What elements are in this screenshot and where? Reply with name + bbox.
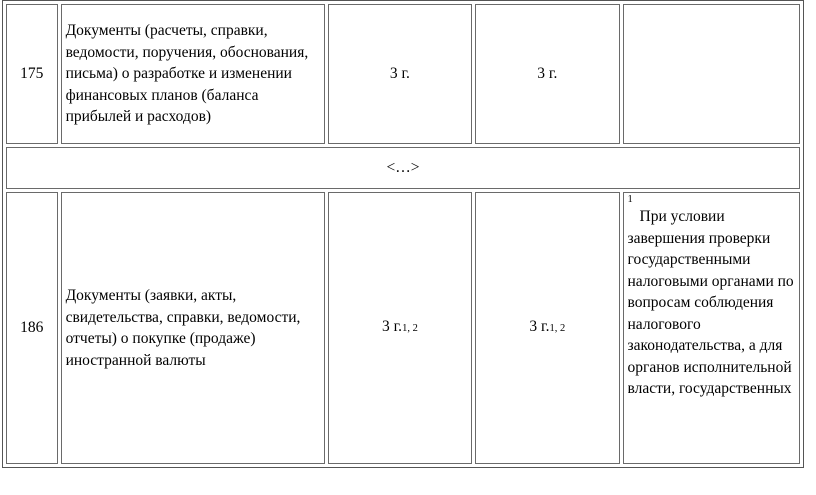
footnote-refs: 1, 2 <box>402 323 418 335</box>
footnote-text: При условии завершения проверки государственными налоговыми органами по вопросам соблюдения налогового законодательства, а для органов исполнительной власти, государственных <box>627 208 794 397</box>
row-number: 175 <box>6 4 58 144</box>
table-row <box>6 147 800 189</box>
document-description: Документы (заявки, акты, свидетельства, справки, ведомости, отчеты) о покупке (продаже) иностранной валюты <box>61 192 325 464</box>
retention-term-cell <box>475 192 619 464</box>
omission-separator: <…> <box>6 147 800 189</box>
footnote-number: 1 <box>627 194 633 205</box>
footnote-refs: 1, 2 <box>549 323 566 335</box>
retention-term: 3 г. <box>328 4 472 144</box>
retention-term: 3 г. <box>381 318 403 336</box>
retention-schedule-table <box>2 0 804 468</box>
table-row <box>6 4 800 144</box>
retention-term: 3 г. <box>529 318 550 336</box>
note-cell <box>623 4 800 144</box>
table-row <box>6 192 800 464</box>
note-cell <box>623 192 800 464</box>
retention-term-cell <box>328 192 472 464</box>
document-description: Документы (расчеты, справки, ведомости, поручения, обоснования, письма) о разработке и изменении финансовых планов (баланса прибылей и расходов) <box>61 4 325 144</box>
retention-term: 3 г. <box>475 4 619 144</box>
row-number: 186 <box>6 192 58 464</box>
